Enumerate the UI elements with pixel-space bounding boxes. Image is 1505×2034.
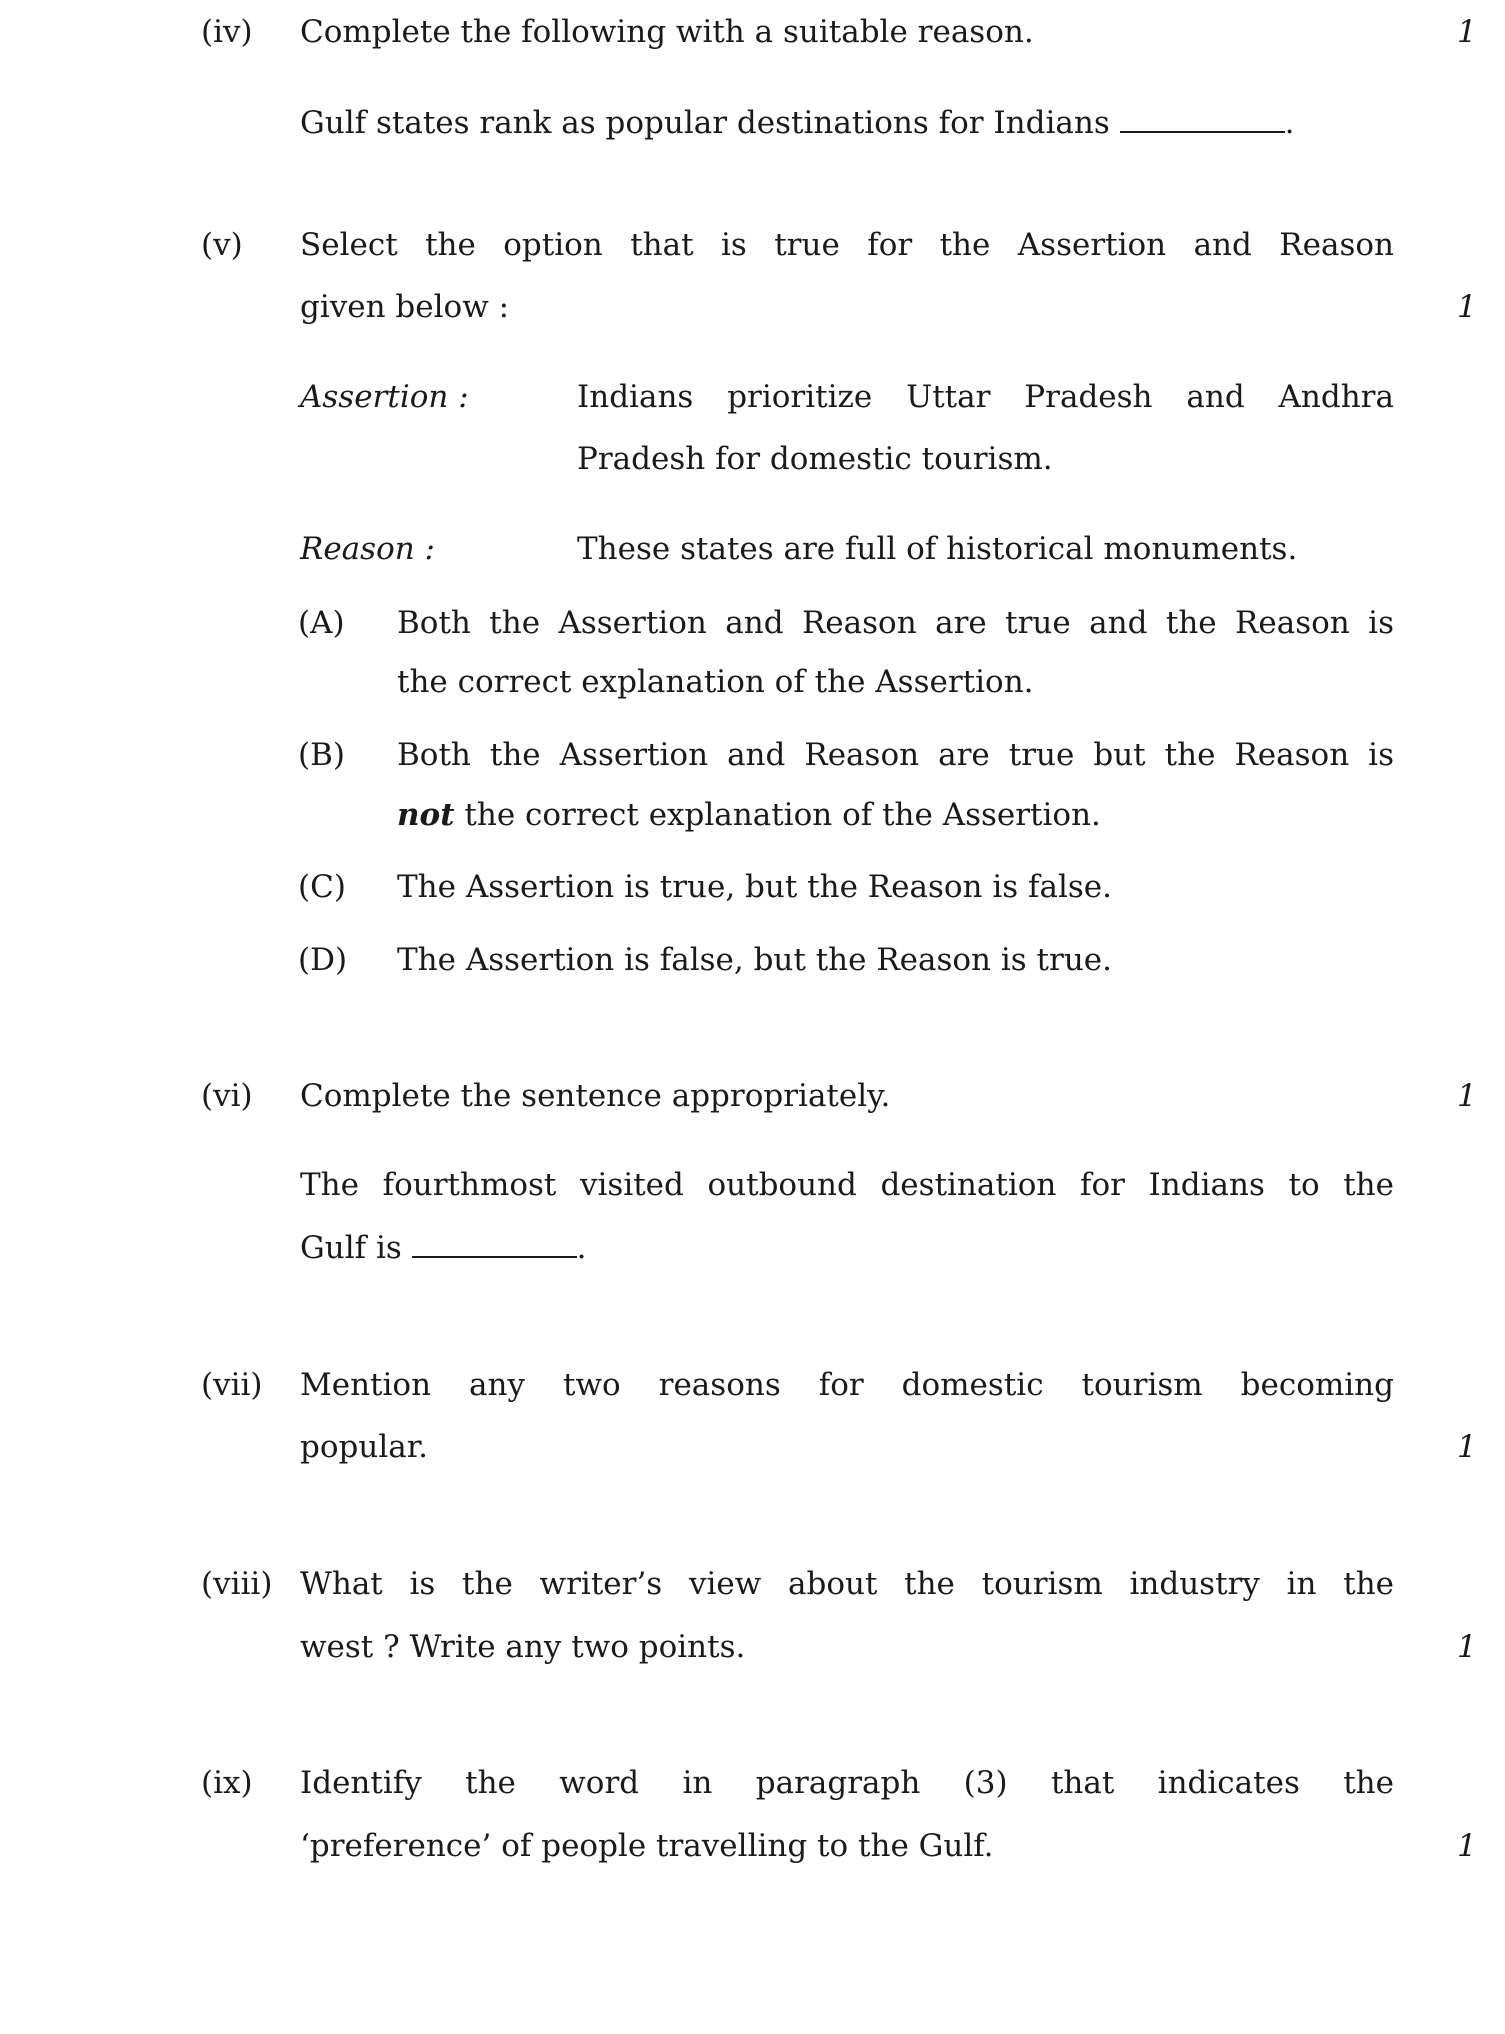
option-a: Both the Assertion and Reason are true and the Reason is <box>397 605 1394 641</box>
question-text: Mention any two reasons for domestic tourism becoming <box>300 1367 1394 1403</box>
marks: 1 <box>1457 1429 1477 1465</box>
period: . <box>1284 105 1295 141</box>
question-number: (v) <box>201 227 243 263</box>
marks: 1 <box>1457 1078 1477 1114</box>
reason-text: These states are full of historical monuments. <box>577 531 1298 567</box>
question-text: Identify the word in paragraph (3) that indicates the <box>300 1765 1394 1801</box>
question-prompt: Complete the following with a suitable reason. <box>300 14 1034 50</box>
assertion-text-cont: Pradesh for domestic tourism. <box>577 441 1053 477</box>
assertion-text: Indians prioritize Uttar Pradesh and Andhra <box>577 379 1394 415</box>
question-text-cont: west ? Write any two points. <box>300 1629 746 1665</box>
marks: 1 <box>1457 289 1477 325</box>
question-text-cont <box>300 1228 587 1268</box>
question-text-cont: popular. <box>300 1429 428 1465</box>
period: . <box>576 1230 587 1266</box>
option-c: The Assertion is true, but the Reason is false. <box>397 869 1112 905</box>
answer-blank <box>1120 105 1285 133</box>
emphasis-not: not <box>397 797 455 833</box>
marks: 1 <box>1457 14 1477 50</box>
question-prompt-cont: given below : <box>300 289 510 325</box>
option-label: (C) <box>298 869 346 905</box>
question-number: (iv) <box>201 14 253 50</box>
marks: 1 <box>1457 1629 1477 1665</box>
option-label: (D) <box>298 942 348 978</box>
question-number: (vii) <box>201 1367 263 1403</box>
option-a-cont: the correct explanation of the Assertion. <box>397 664 1034 700</box>
question-text <box>300 103 1294 143</box>
option-label: (A) <box>298 605 345 641</box>
question-text: What is the writer’s view about the tourism industry in the <box>300 1566 1394 1602</box>
question-number: (ix) <box>201 1765 253 1801</box>
marks: 1 <box>1457 1828 1477 1864</box>
option-label: (B) <box>298 737 345 773</box>
sentence: Gulf is <box>300 1230 402 1266</box>
question-prompt: Complete the sentence appropriately. <box>300 1078 891 1114</box>
option-b: Both the Assertion and Reason are true but the Reason is <box>397 737 1394 773</box>
sentence: Gulf states rank as popular destinations for Indians <box>300 105 1110 141</box>
assertion-label: Assertion : <box>300 379 469 415</box>
option-b-rest: the correct explanation of the Assertion. <box>454 797 1101 833</box>
question-prompt: Select the option that is true for the Assertion and Reason <box>300 227 1394 263</box>
question-text-cont: ‘preference’ of people travelling to the Gulf. <box>300 1828 994 1864</box>
answer-blank <box>412 1230 577 1258</box>
question-text: The fourthmost visited outbound destination for Indians to the <box>300 1167 1394 1203</box>
question-number: (vi) <box>201 1078 253 1114</box>
option-b-cont <box>397 795 1101 835</box>
question-number: (viii) <box>201 1566 273 1602</box>
reason-label: Reason : <box>300 531 436 567</box>
option-d: The Assertion is false, but the Reason is true. <box>397 942 1112 978</box>
